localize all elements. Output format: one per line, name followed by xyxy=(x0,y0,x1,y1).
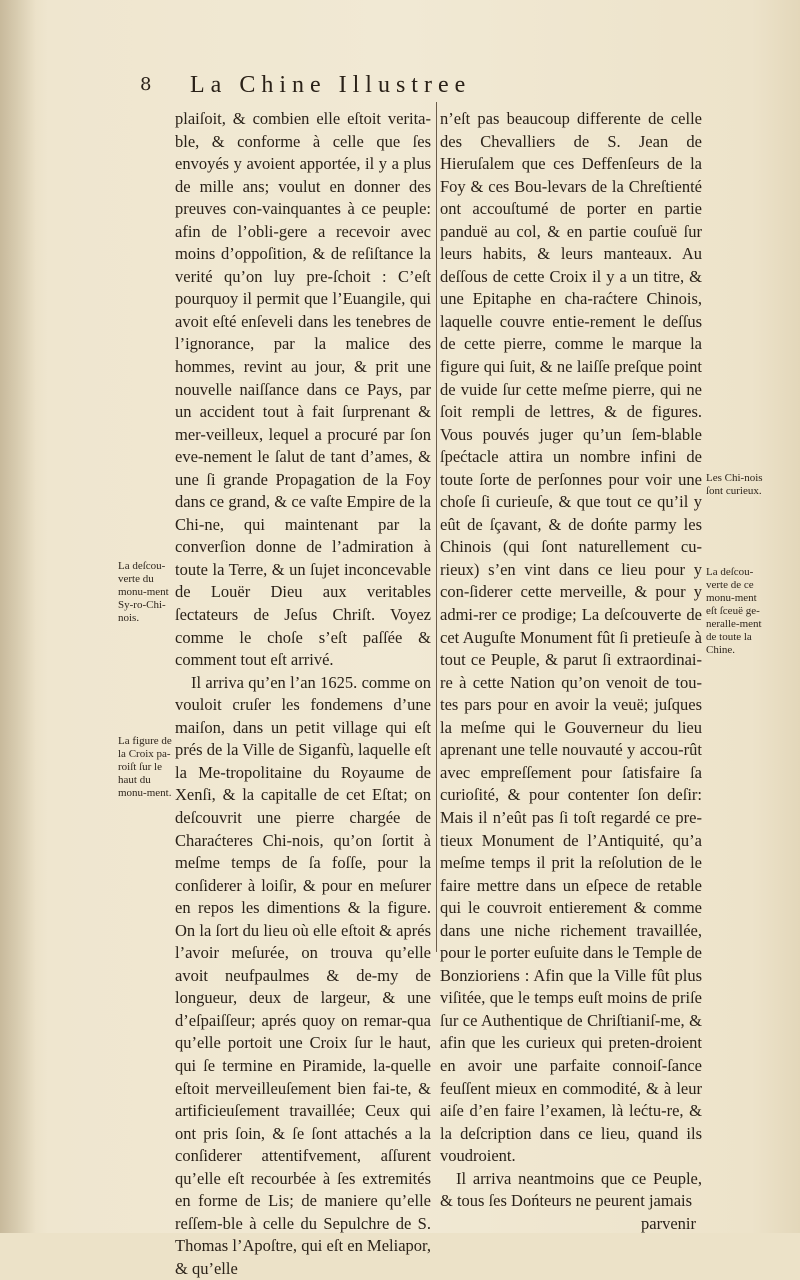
margin-note-discovery: La deſcou-verte du monu-ment Sy-ro-Chi-nois. xyxy=(118,560,169,624)
margin-note-discovery-known: La deſcou-verte de ce monu-ment eſt ſceuë ge-neralle-ment de toute la Chine. xyxy=(706,566,762,656)
page-header xyxy=(140,72,620,102)
page-number: 8 xyxy=(140,74,152,95)
left-paragraph-2: Il arriva qu’en l’an 1625. comme on vouloit cruſer les fondemens d’une maiſon, dans un petit village qui eſt prés de la Ville de Siganfù, laquelle eſt la Me-tropolitaine du Royaume de Xenſi, & la capitalle de cet Eſtat; on deſcouvrit une pierre chargée de Charaćteres Chi-nois, qu’on ſortit à meſme temps de ſa foſſe, pour la conſiderer à loiſir, & pour en meſurer en repos les dimentions & la figure. On la ſort du lieu où elle eſtoit & aprés l’avoir meſurée, on trouva qu’elle avoit neufpaulmes & de-my de longueur, deux de largeur, & une d’eſpaiſſeur; aprés quoy on remar-qua qu’elle portoit une Croix ſur le haut, qui ſe termine en Piramide, la-quelle eſtoit merveilleuſement bien fai-te, & artificieuſement travaillée; Ceux qui ont pris ſoin, & ſe ſont attachés a la conſiderer attentifvement, aſſurent qu’elle eſt recourbée à ſes extremités en forme de Lis; de maniere qu’elle reſſem-ble à celle du Sepulchre de S. Thomas l’Apoſtre, qui eſt en Meliapor, & qu’elle xyxy=(175,672,431,1278)
margin-note-chinese-curious: Les Chi-nois ſont curieux. xyxy=(706,472,763,497)
right-paragraph-1: n’eſt pas beaucoup differente de celle des Chevalliers de S. Jean de Hieruſalem que ces Deffenſeurs de la Foy & ces Bou-levars de la Chreſtienté ont accouſtumé de porter en partie panduë au col, & en partie couſuë ſur leurs habits, & leurs manteaux. Au deſſous de cette Croix il y a un titre, & une Epitaphe en cha-raćtere Chinois, laquelle couvre entie-rement le deſſus de cette pierre, comme le marque la figure qui ſuit, & ne laiſſe preſque point de vuide ſur cette meſme pierre, qui ne ſoit rempli de lettres, & de figures. Vous pouvés juger qu’un ſem-blable ſpećtacle attira un nombre infini de toute ſorte de perſonnes pour voir une choſe ſi curieuſe, & que tout ce qu’il y eût de ſçavant, & de dońte parmy les Chinois (qui ſont naturellement cu-rieux) s’en vint dans ce lieu pour y con-ſiderer cette merveille, & pour y admi-rer ce prodige; La deſcouverte de cet Auguſte Monument fût ſi pretieuſe à tout ce Peuple, & parut ſi extraordinai-re à cette Nation qu’on venoit de tou-tes pars pour en avoir la veuë; juſques la meſme qui le Gouverneur du lieu aprenant une telle nouvauté y accou-rût avec empreſſement pour ſatisfaire ſa curioſité, & pour contenter ſon deſir: Mais il n’eût pas ſi toſt regardé ce pre-tieux Monument de l’Antiquité, qu’a meſme temps il prit la reſolution de le faire mettre dans un eſpece de retable qui le couvroit entierement & comme dans une niche richement travaillée, pour le porter euſuite dans le Temple de Bonzioriens : Afin que la Ville fût plus viſitée, que le temps euſt moins de priſe ſur ce Authentique de Chriſtianiſ-me, & afin que les curieux qui preten-droient en avoir une parfaite connoiſ-ſance feuſſent mieux en commodité, & à leur aiſe d’en faire l’examen, là lećtu-re, & la deſcription dans ce lieu, quand ils voudroient. xyxy=(440,109,702,1166)
left-column xyxy=(175,108,431,1280)
catchword: parvenir xyxy=(641,1213,696,1233)
running-title: La Chine Illustree xyxy=(190,72,472,98)
page-gutter-shadow xyxy=(0,0,36,1233)
left-paragraph-1: plaiſoit, & combien elle eſtoit verita-ble, & conforme à celle que ſes envoyés y avoient apportée, il y a plus de mille ans; voulut en donner des preuves con-vainquantes à ce peuple: afin de l’obli-gere a recevoir avec moins d’oppoſition, & de reſiſtance la verité qu’on luy pre-ſchoit : C’eſt pourquoy il permit que l’Euangile, qui avoit eſté enſeveli dans les tenebres de l’ignorance, par la malice des hommes, revint au jour, & prit une nouvelle naiſſance dans ce Pays, par un accident tout à fait ſurprenant & mer-veilleux, lequel a procuré par ſon eve-nement le ſalut de tant d’ames, & une ſi grande Propagation de la Foy dans ce grand, & ce vaſte Empire de la Chi-ne, qui maintenant par la converſion donne de l’admiration à toute la Terre, & un ſujet inconcevable de Louër Dieu aux veritables ſectateurs de Jeſus Chriſt. Voyez comme le choſe s’eſt paſſée & comment tout eſt arrivé. xyxy=(175,109,431,670)
margin-note-cross: La figure de la Croix pa-roiſt ſur le haut du monu-ment. xyxy=(118,735,172,799)
right-column xyxy=(440,108,702,1235)
column-divider xyxy=(436,102,437,952)
right-paragraph-2: Il arriva neantmoins que ce Peuple, & tous ſes Dońteurs ne peurent jamais xyxy=(440,1168,702,1211)
